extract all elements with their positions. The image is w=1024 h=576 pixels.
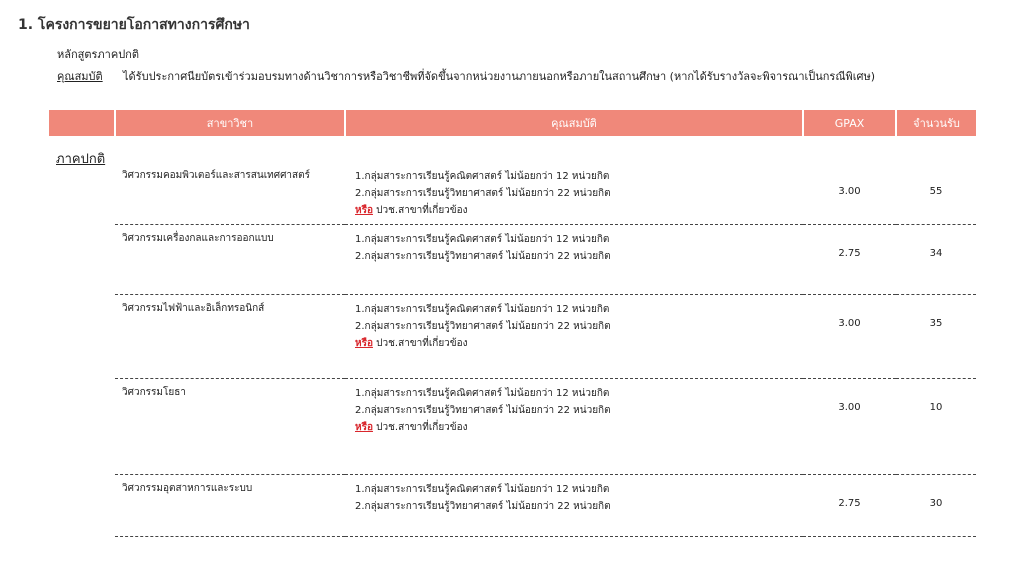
qualification-row — [57, 67, 875, 85]
gpax-value: 3.00 — [803, 294, 896, 378]
seats-value: 30 — [896, 474, 976, 536]
req-vocational-text: ปวช.สาขาที่เกี่ยวข้อง — [376, 421, 468, 433]
header-blank — [49, 110, 115, 136]
table-header-row — [49, 110, 976, 136]
requirements — [345, 474, 803, 536]
header-major: สาขาวิชา — [115, 110, 345, 136]
major-name: วิศวกรรมเครื่องกลและการออกแบบ — [115, 224, 345, 294]
or-label: หรือ — [355, 337, 373, 349]
req-math: 1.กลุ่มสาระการเรียนรู้คณิตศาสตร์ ไม่น้อยกว่า 12 หน่วยกิต — [355, 483, 610, 495]
table-row — [49, 474, 976, 536]
req-science: 2.กลุ่มสาระการเรียนรู้วิทยาศาสตร์ ไม่น้อยกว่า 22 หน่วยกิต — [355, 500, 611, 512]
requirements — [345, 378, 803, 474]
gpax-value: 2.75 — [803, 224, 896, 294]
header-seats: จำนวนรับ — [896, 110, 976, 136]
req-vocational — [355, 202, 803, 219]
requirements — [345, 294, 803, 378]
req-science: 2.กลุ่มสาระการเรียนรู้วิทยาศาสตร์ ไม่น้อยกว่า 22 หน่วยกิต — [355, 188, 611, 199]
gpax-value: 3.00 — [803, 136, 896, 224]
or-label: หรือ — [355, 205, 373, 216]
seats-value: 34 — [896, 224, 976, 294]
gpax-value: 3.00 — [803, 378, 896, 474]
table-row — [49, 224, 976, 294]
header-qualification: คุณสมบัติ — [345, 110, 803, 136]
seats-value: 55 — [896, 136, 976, 224]
req-math: 1.กลุ่มสาระการเรียนรู้คณิตศาสตร์ ไม่น้อยกว่า 12 หน่วยกิต — [355, 171, 610, 182]
seats-value: 35 — [896, 294, 976, 378]
gpax-value: 2.75 — [803, 474, 896, 536]
table-row — [49, 136, 976, 224]
req-math: 1.กลุ่มสาระการเรียนรู้คณิตศาสตร์ ไม่น้อยกว่า 12 หน่วยกิต — [355, 233, 610, 245]
seats-value: 10 — [896, 378, 976, 474]
req-math: 1.กลุ่มสาระการเรียนรู้คณิตศาสตร์ ไม่น้อยกว่า 12 หน่วยกิต — [355, 387, 610, 399]
page-title: 1. โครงการขยายโอกาสทางการศึกษา — [18, 17, 250, 33]
or-label: หรือ — [355, 421, 373, 433]
req-science: 2.กลุ่มสาระการเรียนรู้วิทยาศาสตร์ ไม่น้อยกว่า 22 หน่วยกิต — [355, 404, 611, 416]
req-vocational-text: ปวช.สาขาที่เกี่ยวข้อง — [376, 337, 468, 349]
req-vocational-text: ปวช.สาขาที่เกี่ยวข้อง — [376, 205, 468, 216]
req-vocational — [355, 335, 803, 352]
major-name: วิศวกรรมโยธา — [115, 378, 345, 474]
req-vocational — [355, 419, 803, 436]
requirements — [345, 224, 803, 294]
header-gpax: GPAX — [803, 110, 896, 136]
major-name: วิศวกรรมไฟฟ้าและอิเล็กทรอนิกส์ — [115, 294, 345, 378]
req-science: 2.กลุ่มสาระการเรียนรู้วิทยาศาสตร์ ไม่น้อยกว่า 22 หน่วยกิต — [355, 250, 611, 262]
qualification-text: ได้รับประกาศนียบัตรเข้าร่วมอบรมทางด้านวิชาการหรือวิชาชีพที่จัดขึ้นจากหน่วยงานภายนอกหรือภายในสถานศึกษา (หากได้รับรางวัลจะพิจารณาเป็นกรณีพิเศษ) — [123, 70, 876, 83]
requirements — [345, 136, 803, 224]
table-row — [49, 294, 976, 378]
program-type: หลักสูตรภาคปกติ — [57, 48, 139, 61]
table-row — [49, 378, 976, 474]
section-label: ภาคปกติ — [56, 152, 106, 167]
req-science: 2.กลุ่มสาระการเรียนรู้วิทยาศาสตร์ ไม่น้อยกว่า 22 หน่วยกิต — [355, 320, 611, 332]
req-math: 1.กลุ่มสาระการเรียนรู้คณิตศาสตร์ ไม่น้อยกว่า 12 หน่วยกิต — [355, 303, 610, 315]
major-name: วิศวกรรมคอมพิวเตอร์และสารสนเทศศาสตร์ — [115, 136, 345, 224]
admission-table — [49, 110, 976, 537]
major-name: วิศวกรรมอุตสาหการและระบบ — [115, 474, 345, 536]
qualification-label: คุณสมบัติ — [57, 70, 103, 83]
